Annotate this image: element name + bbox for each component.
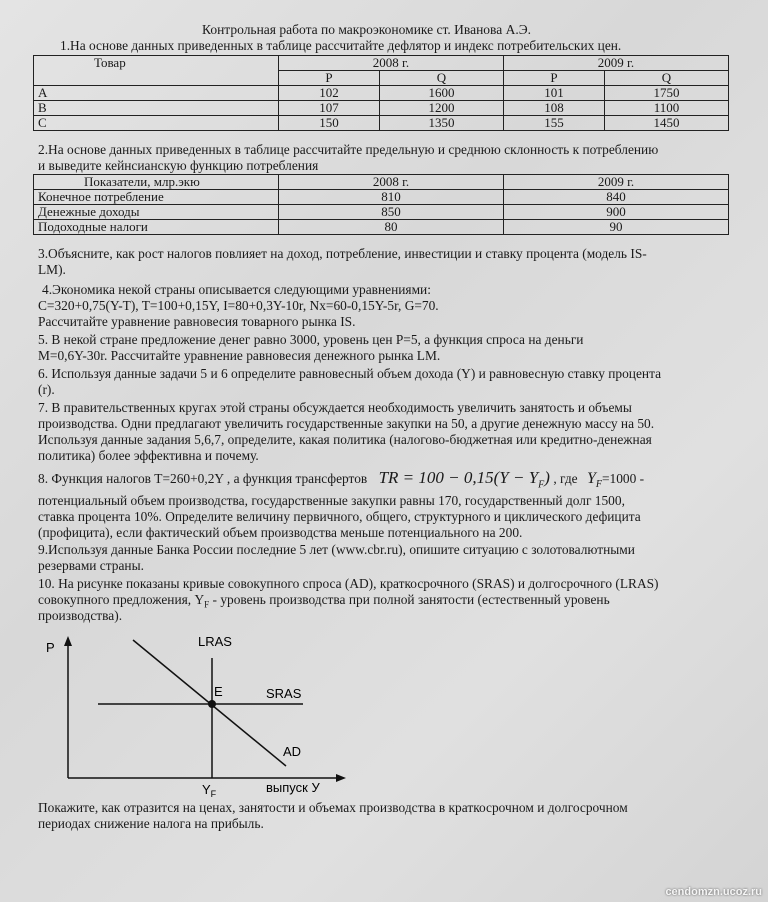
y-axis-arrow (64, 636, 72, 646)
final-question-line-1: Покажите, как отразится на ценах, занятости и объемах производства в краткосрочном и долгосрочном (38, 800, 628, 815)
task-7-line-4: политика) более эффективна и почему. (38, 448, 259, 463)
year-2009-header: 2009 г. (503, 56, 728, 71)
cell: 900 (504, 205, 729, 220)
product-name: C (34, 116, 279, 131)
task-4-line-2: C=320+0,75(Y-T), T=100+0,15Y, I=80+0,3Y-10r, Nx=60-0,15Y-5r, G=70. (38, 298, 439, 313)
cell: 150 (279, 116, 380, 131)
yf-label-sub: F (210, 789, 217, 798)
task-2-line-2: и выведите кейнсианскую функцию потребления (38, 158, 319, 173)
yf-value: =1000 - (601, 471, 645, 486)
task-3-line-1: 3.Объясните, как рост налогов повлияет на доход, потребление, инвестиции и ставку процента (модель IS- (38, 246, 647, 261)
cell: 810 (279, 190, 504, 205)
cell: 1600 (379, 86, 503, 101)
task-5-line-1: 5. В некой стране предложение денег равно 3000, уровень цен P=5, а функция спроса на деньги (38, 332, 584, 347)
task-10-part-b: - уровень производства при полной занятости (естественный уровень (209, 592, 610, 607)
task-6-line-2: (r). (38, 382, 55, 397)
site-watermark: cendomzn.ucoz.ru (665, 886, 762, 898)
q-header: Q (379, 71, 503, 86)
cell: 850 (279, 205, 504, 220)
yf-symbol (586, 470, 602, 491)
task-9-line-1: 9.Используя данные Банка России последние 5 лет (www.cbr.ru), опишите ситуацию с золотовалютными (38, 542, 635, 557)
table-row (34, 190, 729, 205)
p-header: P (503, 71, 604, 86)
task-8-line-1 (38, 470, 644, 492)
p-axis-label: P (46, 640, 55, 655)
indicator-name: Денежные доходы (34, 205, 279, 220)
yf-main: Y (586, 470, 596, 487)
year-2009-header: 2009 г. (504, 175, 729, 190)
task-7-line-1: 7. В правительственных кругах этой страны обсуждается необходимость увеличить занятость и объемы (38, 400, 632, 415)
cell: 1350 (379, 116, 503, 131)
col-product: Товар (34, 56, 279, 86)
price-quantity-table (33, 55, 729, 131)
formula-end: ) (544, 468, 550, 487)
indicator-name: Конечное потребление (34, 190, 279, 205)
cell: 80 (279, 220, 504, 235)
task-5-line-2: M=0,6Y-30r. Рассчитайте уравнение равновесия денежного рынка LM. (38, 348, 441, 363)
task-8-where: , где (553, 471, 578, 486)
cell: 1100 (604, 101, 728, 116)
task-3-line-2: LM). (38, 262, 66, 277)
table-row (34, 205, 729, 220)
task-7-line-2: производства. Одни предлагают увеличить государственные закупки на 50, а другие денежную массу на 50. (38, 416, 655, 431)
task-10-line-2 (38, 592, 610, 613)
cell: 90 (504, 220, 729, 235)
transfer-formula (378, 468, 550, 491)
product-name: B (34, 101, 279, 116)
task-10-part-a: совокупного предложения, Y (38, 592, 205, 607)
yf-label (202, 782, 217, 798)
equilibrium-point (208, 700, 216, 708)
task-9-line-2: резервами страны. (38, 558, 144, 573)
col-indicator: Показатели, млр.экю (34, 175, 279, 190)
cell: 101 (503, 86, 604, 101)
cell: 1450 (604, 116, 728, 131)
task-8-line-2: потенциальный объем производства, государственные закупки равны 170, государственный долг 1500, (38, 493, 625, 508)
final-question-line-2: периодах снижение налога на прибыль. (38, 816, 264, 831)
formula-main: TR = 100 − 0,15(Y − Y (378, 468, 539, 487)
table-header-row (34, 56, 729, 71)
table-row (34, 116, 729, 131)
q-header: Q (604, 71, 728, 86)
x-axis-label: выпуск У (266, 780, 320, 795)
task-4-line-3: Рассчитайте уравнение равновесия товарного рынка IS. (38, 314, 356, 329)
table-row (34, 86, 729, 101)
task-10-line-1: 10. На рисунке показаны кривые совокупного спроса (AD), краткосрочного (SRAS) и долгосрочного (LRAS) (38, 576, 659, 591)
year-2008-header: 2008 г. (279, 175, 504, 190)
formula-sub: F (538, 479, 545, 491)
yf-sub: F (595, 479, 602, 491)
task-8-line-3: ставка процента 10%. Определите величину первичного, общего, структурного и циклического дефицита (38, 509, 641, 524)
p-header: P (279, 71, 380, 86)
task-10-line-3: производства). (38, 608, 123, 623)
product-name: A (34, 86, 279, 101)
x-axis-arrow (336, 774, 346, 782)
indicator-name: Подоходные налоги (34, 220, 279, 235)
task-2-line-1: 2.На основе данных приведенных в таблице рассчитайте предельную и среднюю склонность к потреблению (38, 142, 659, 157)
task-10-sub: F (204, 599, 210, 610)
task-8-intro: 8. Функция налогов T=260+0,2Y , а функция трансфертов (38, 471, 368, 486)
task-7-line-3: Используя данные задания 5,6,7, определите, какая политика (налогово-бюджетная или кредитно-денежная (38, 432, 652, 447)
task-4-line-1: 4.Экономика некой страны описывается следующими уравнениями: (42, 282, 431, 297)
cell: 840 (504, 190, 729, 205)
table-row (34, 220, 729, 235)
page-title: Контрольная работа по макроэкономике ст. Иванова А.Э. (202, 22, 532, 37)
task-8-line-4: (профицита), если фактический объем производства меньше потенциального на 200. (38, 525, 523, 540)
cell: 155 (503, 116, 604, 131)
yf-label-main: Y (202, 782, 211, 797)
ad-as-graph (38, 628, 368, 798)
e-label: E (214, 684, 223, 699)
table-row (34, 101, 729, 116)
cell: 108 (503, 101, 604, 116)
lras-label: LRAS (198, 634, 232, 649)
cell: 107 (279, 101, 380, 116)
year-2008-header: 2008 г. (279, 56, 504, 71)
income-consumption-table (33, 174, 729, 235)
sras-label: SRAS (266, 686, 302, 701)
cell: 1750 (604, 86, 728, 101)
table-header-row (34, 175, 729, 190)
ad-label: AD (283, 744, 302, 759)
cell: 1200 (379, 101, 503, 116)
task-6-line-1: 6. Используя данные задачи 5 и 6 определите равновесный объем дохода (Y) и равновесную ставку процента (38, 366, 662, 381)
cell: 102 (279, 86, 380, 101)
task-1-text: 1.На основе данных приведенных в таблице рассчитайте дефлятор и индекс потребительских цен. (60, 38, 622, 53)
